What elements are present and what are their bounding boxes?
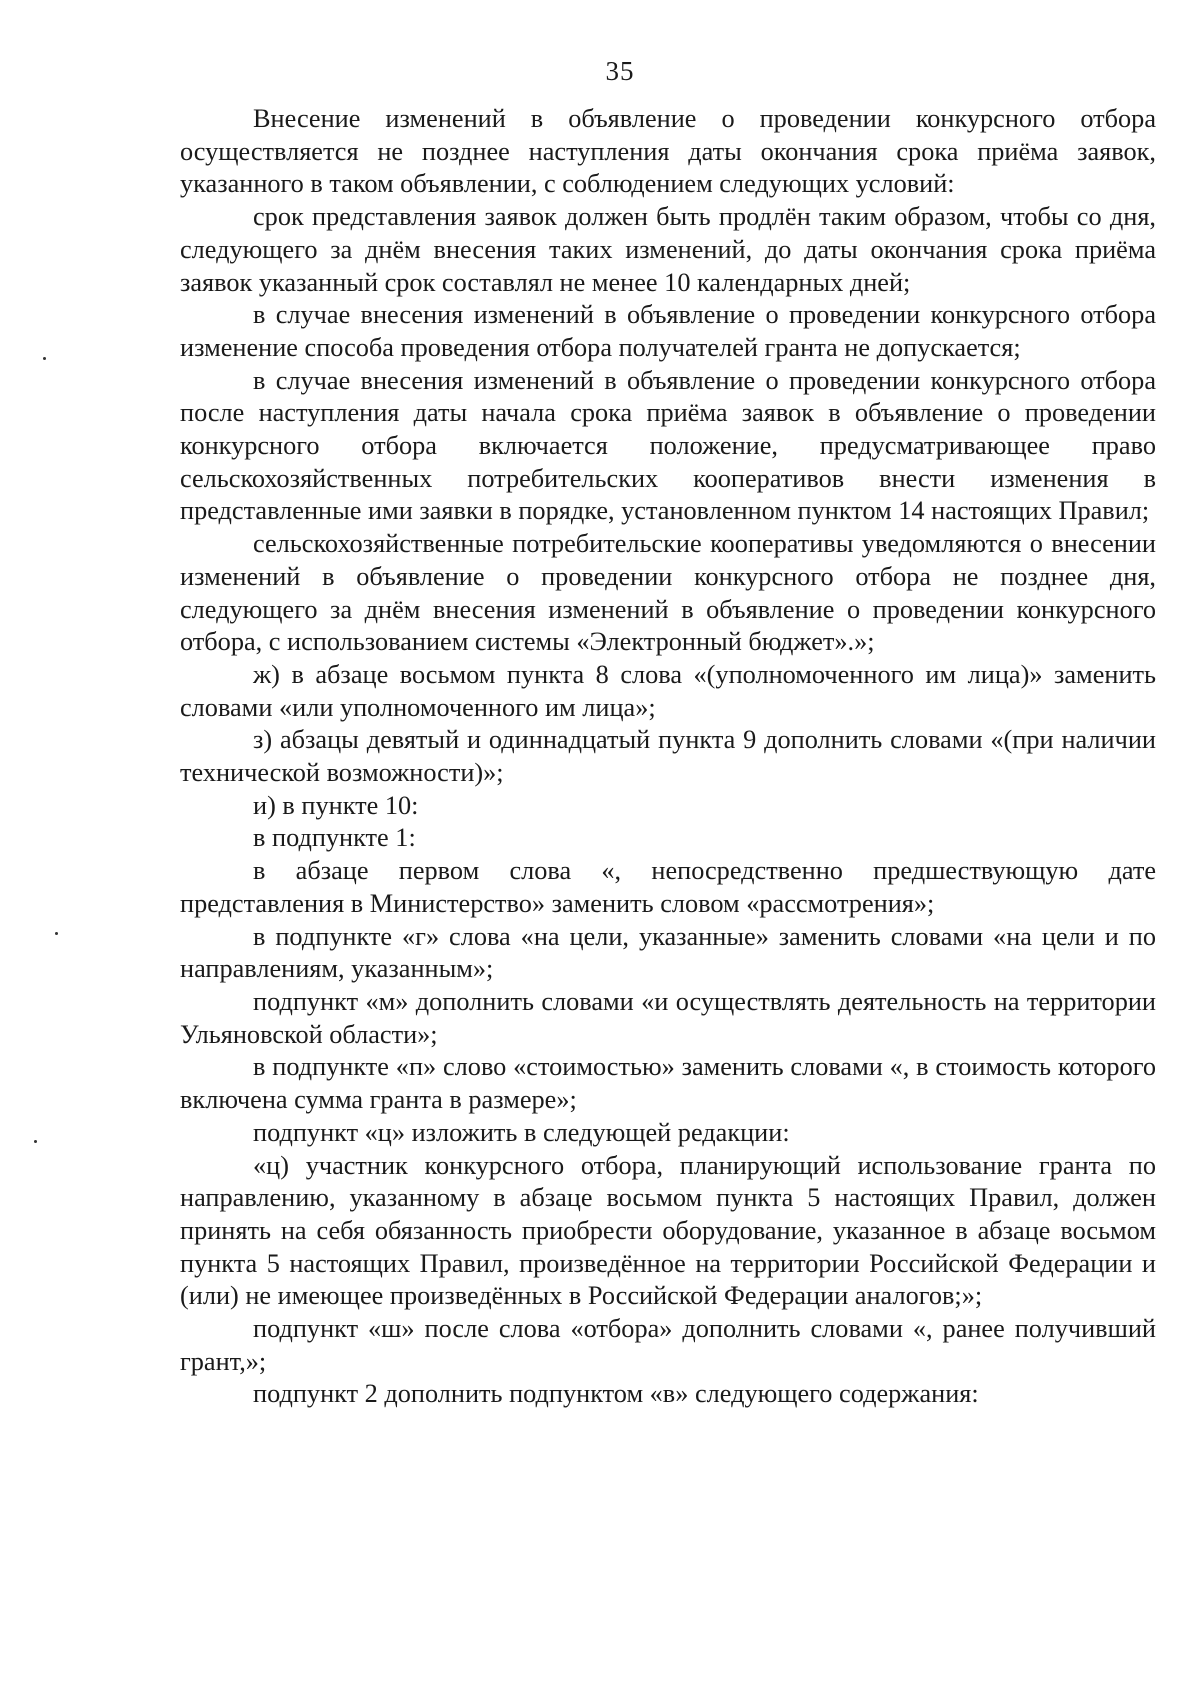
paragraph: подпункт «м» дополнить словами «и осуществлять деятельность на территории Ульяновской области»; [180,986,1156,1049]
paragraph: и) в пункте 10: [253,790,419,820]
paragraph: подпункт «ш» после слова «отбора» дополнить словами «, ранее получивший грант,»; [180,1314,1156,1376]
scan-speck [34,1140,37,1143]
paragraph: в случае внесения изменений в объявление о проведении конкурсного отбора изменение способа проведения отбора получателей гранта не допускается; [180,300,1156,362]
paragraph: сельскохозяйственные потребительские кооперативы уведомляются о внесении изменений в объявление о проведении конкурсного отбора не позднее дня, следующего за днём внесения изменений в объявление о проведении конкурсного отбора, с использованием системы «Электронный бюджет».»; [180,529,1156,657]
paragraph: Внесение изменений в объявление о проведении конкурсного отбора осуществляется не позднее наступления даты окончания срока приёма заявок, указанного в таком объявлении, с соблюдением следующих условий: [180,104,1156,199]
paragraph: в случае внесения изменений в объявление о проведении конкурсного отбора после наступления даты начала срока приёма заявок в объявление о проведении конкурсного отбора включается положение, предусматривающее право сельскохозяйственных потребительских кооперативов внести изменения в представленные ими заявки в порядке, установленном пунктом 14 настоящих Правил; [180,365,1156,526]
paragraph: в подпункте «г» слова «на цели, указанные» заменить словами «на цели и по направлениям, указанным»; [180,921,1156,984]
paragraph: в подпункте «п» слово «стоимостью» заменить словами «, в стоимость которого включена сумма гранта в размере»; [180,1052,1156,1115]
paragraph: срок представления заявок должен быть продлён таким образом, чтобы со дня, следующего за днём внесения таких изменений, до даты окончания срока приёма заявок указанный срок составлял не менее 10 календарных дней; [180,202,1156,297]
paragraph: в подпункте 1: [253,823,416,853]
paragraph: подпункт 2 дополнить подпунктом «в» следующего содержания: [253,1379,979,1409]
paragraph: «ц) участник конкурсного отбора, планирующий использование гранта по направлению, указанному в абзаце восьмом пункта 5 настоящих Правил, должен принять на себя обязанность приобрести оборудование, указанное в абзаце восьмом пункта 5 настоящих Правил, произведённое на территории Российской Федерации и (или) не имеющее произведённых в Российской Федерации аналогов;»; [180,1150,1156,1311]
scan-speck [43,357,46,360]
paragraph: в абзаце первом слова «, непосредственно предшествующую дате представления в Министерство» заменить словом «рассмотрения»; [180,856,1156,918]
scan-speck [55,932,58,935]
paragraph: ж) в абзаце восьмом пункта 8 слова «(уполномоченного им лица)» заменить словами «или уполномоченного им лица»; [180,659,1156,722]
page-number: 35 [605,56,635,86]
paragraph: з) абзацы девятый и одиннадцатый пункта 9 дополнить словами «(при наличии технической возможности)»; [180,725,1156,788]
paragraph: подпункт «ц» изложить в следующей редакции: [253,1117,790,1147]
document-body [180,103,1156,1411]
